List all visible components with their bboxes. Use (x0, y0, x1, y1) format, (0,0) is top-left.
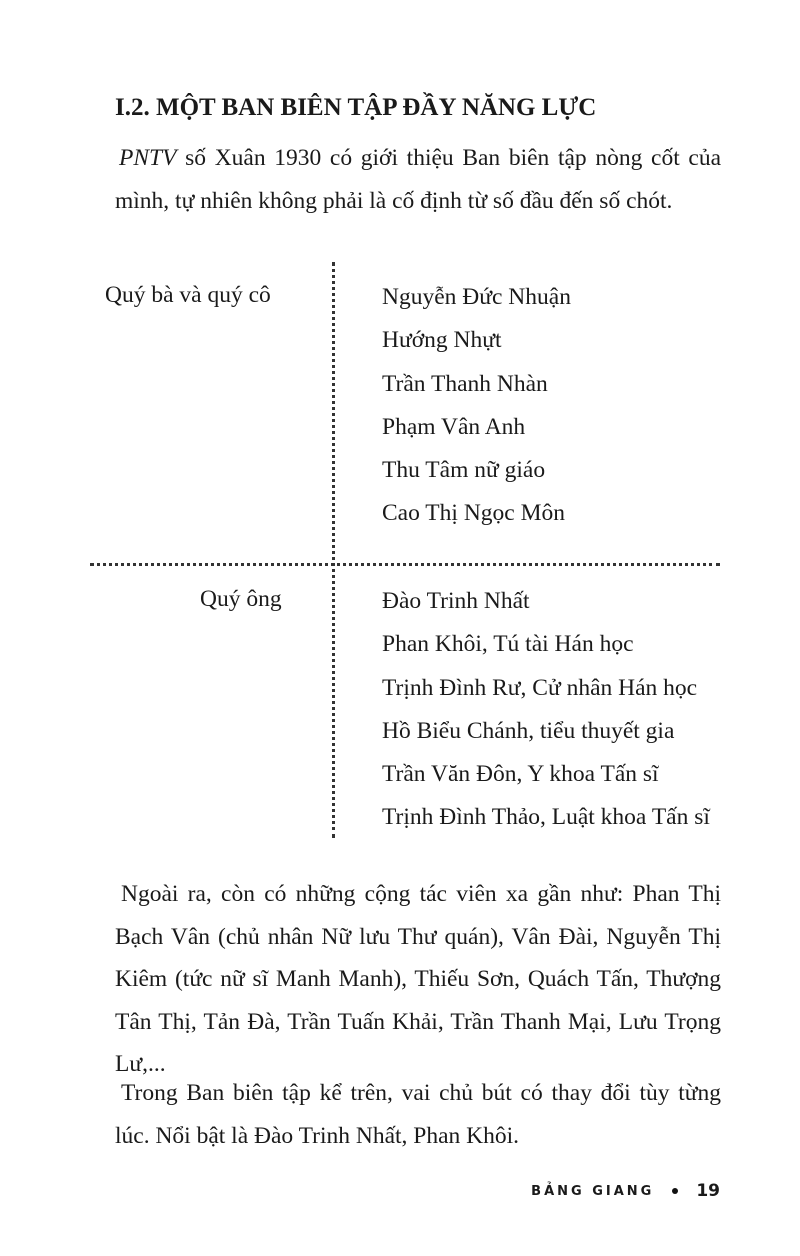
member-name: Trịnh Đình Rư, Cử nhân Hán học (382, 674, 698, 701)
bullet-icon (672, 1188, 678, 1194)
member-name: Trịnh Đình Thảo, Luật khoa Tấn sĩ (382, 804, 710, 831)
group-label-men: Quý ông (200, 586, 282, 612)
member-name: Trần Thanh Nhàn (382, 370, 548, 397)
intro-paragraph (115, 137, 721, 222)
section-heading: I.2. MỘT BAN BIÊN TẬP ĐẦY NĂNG LỰC (115, 94, 597, 121)
intro-text: số Xuân 1930 có giới thiệu Ban biên tập nòng cốt của mình, tự nhiên không phải là cố định từ số đầu đến số chót. (115, 145, 721, 214)
member-name: Hồ Biểu Chánh, tiểu thuyết gia (382, 717, 675, 744)
member-list-women (382, 276, 571, 536)
member-name: Hướng Nhựt (382, 327, 502, 354)
member-name: Trần Văn Đôn, Y khoa Tấn sĩ (382, 761, 659, 788)
member-name: Cao Thị Ngọc Môn (382, 500, 565, 527)
vertical-dotted-divider (332, 262, 335, 838)
footer-author: BẢNG GIANG (531, 1183, 655, 1199)
member-name: Nguyễn Đức Nhuận (382, 284, 571, 310)
contributors-paragraph: Ngoài ra, còn có những cộng tác viên xa gần như: Phan Thị Bạch Vân (chủ nhân Nữ lưu Thư quán), Vân Đài, Nguyễn Thị Kiêm (tức nữ sĩ Manh Manh), Thiếu Sơn, Quách Tấn, Thượng Tân Thị, Tản Đà, Trần Tuấn Khải, Trần Thanh Mại, Lưu Trọng Lư,... (115, 881, 721, 1077)
editor-in-chief-paragraph: Trong Ban biên tập kể trên, vai chủ bút có thay đổi tùy từng lúc. Nổi bật là Đào Trinh Nhất, Phan Khôi. (115, 1080, 721, 1149)
publication-abbrev: PNTV (119, 145, 177, 171)
member-list-men (382, 580, 710, 840)
member-name: Phan Khôi, Tú tài Hán học (382, 631, 634, 658)
group-label-women: Quý bà và quý cô (105, 282, 271, 308)
member-name: Thu Tâm nữ giáo (382, 457, 546, 484)
member-name: Đào Trinh Nhất (382, 588, 530, 614)
page-footer (531, 1181, 720, 1201)
page-number: 19 (696, 1181, 720, 1201)
member-name: Phạm Vân Anh (382, 413, 526, 440)
horizontal-dotted-divider (90, 563, 720, 566)
